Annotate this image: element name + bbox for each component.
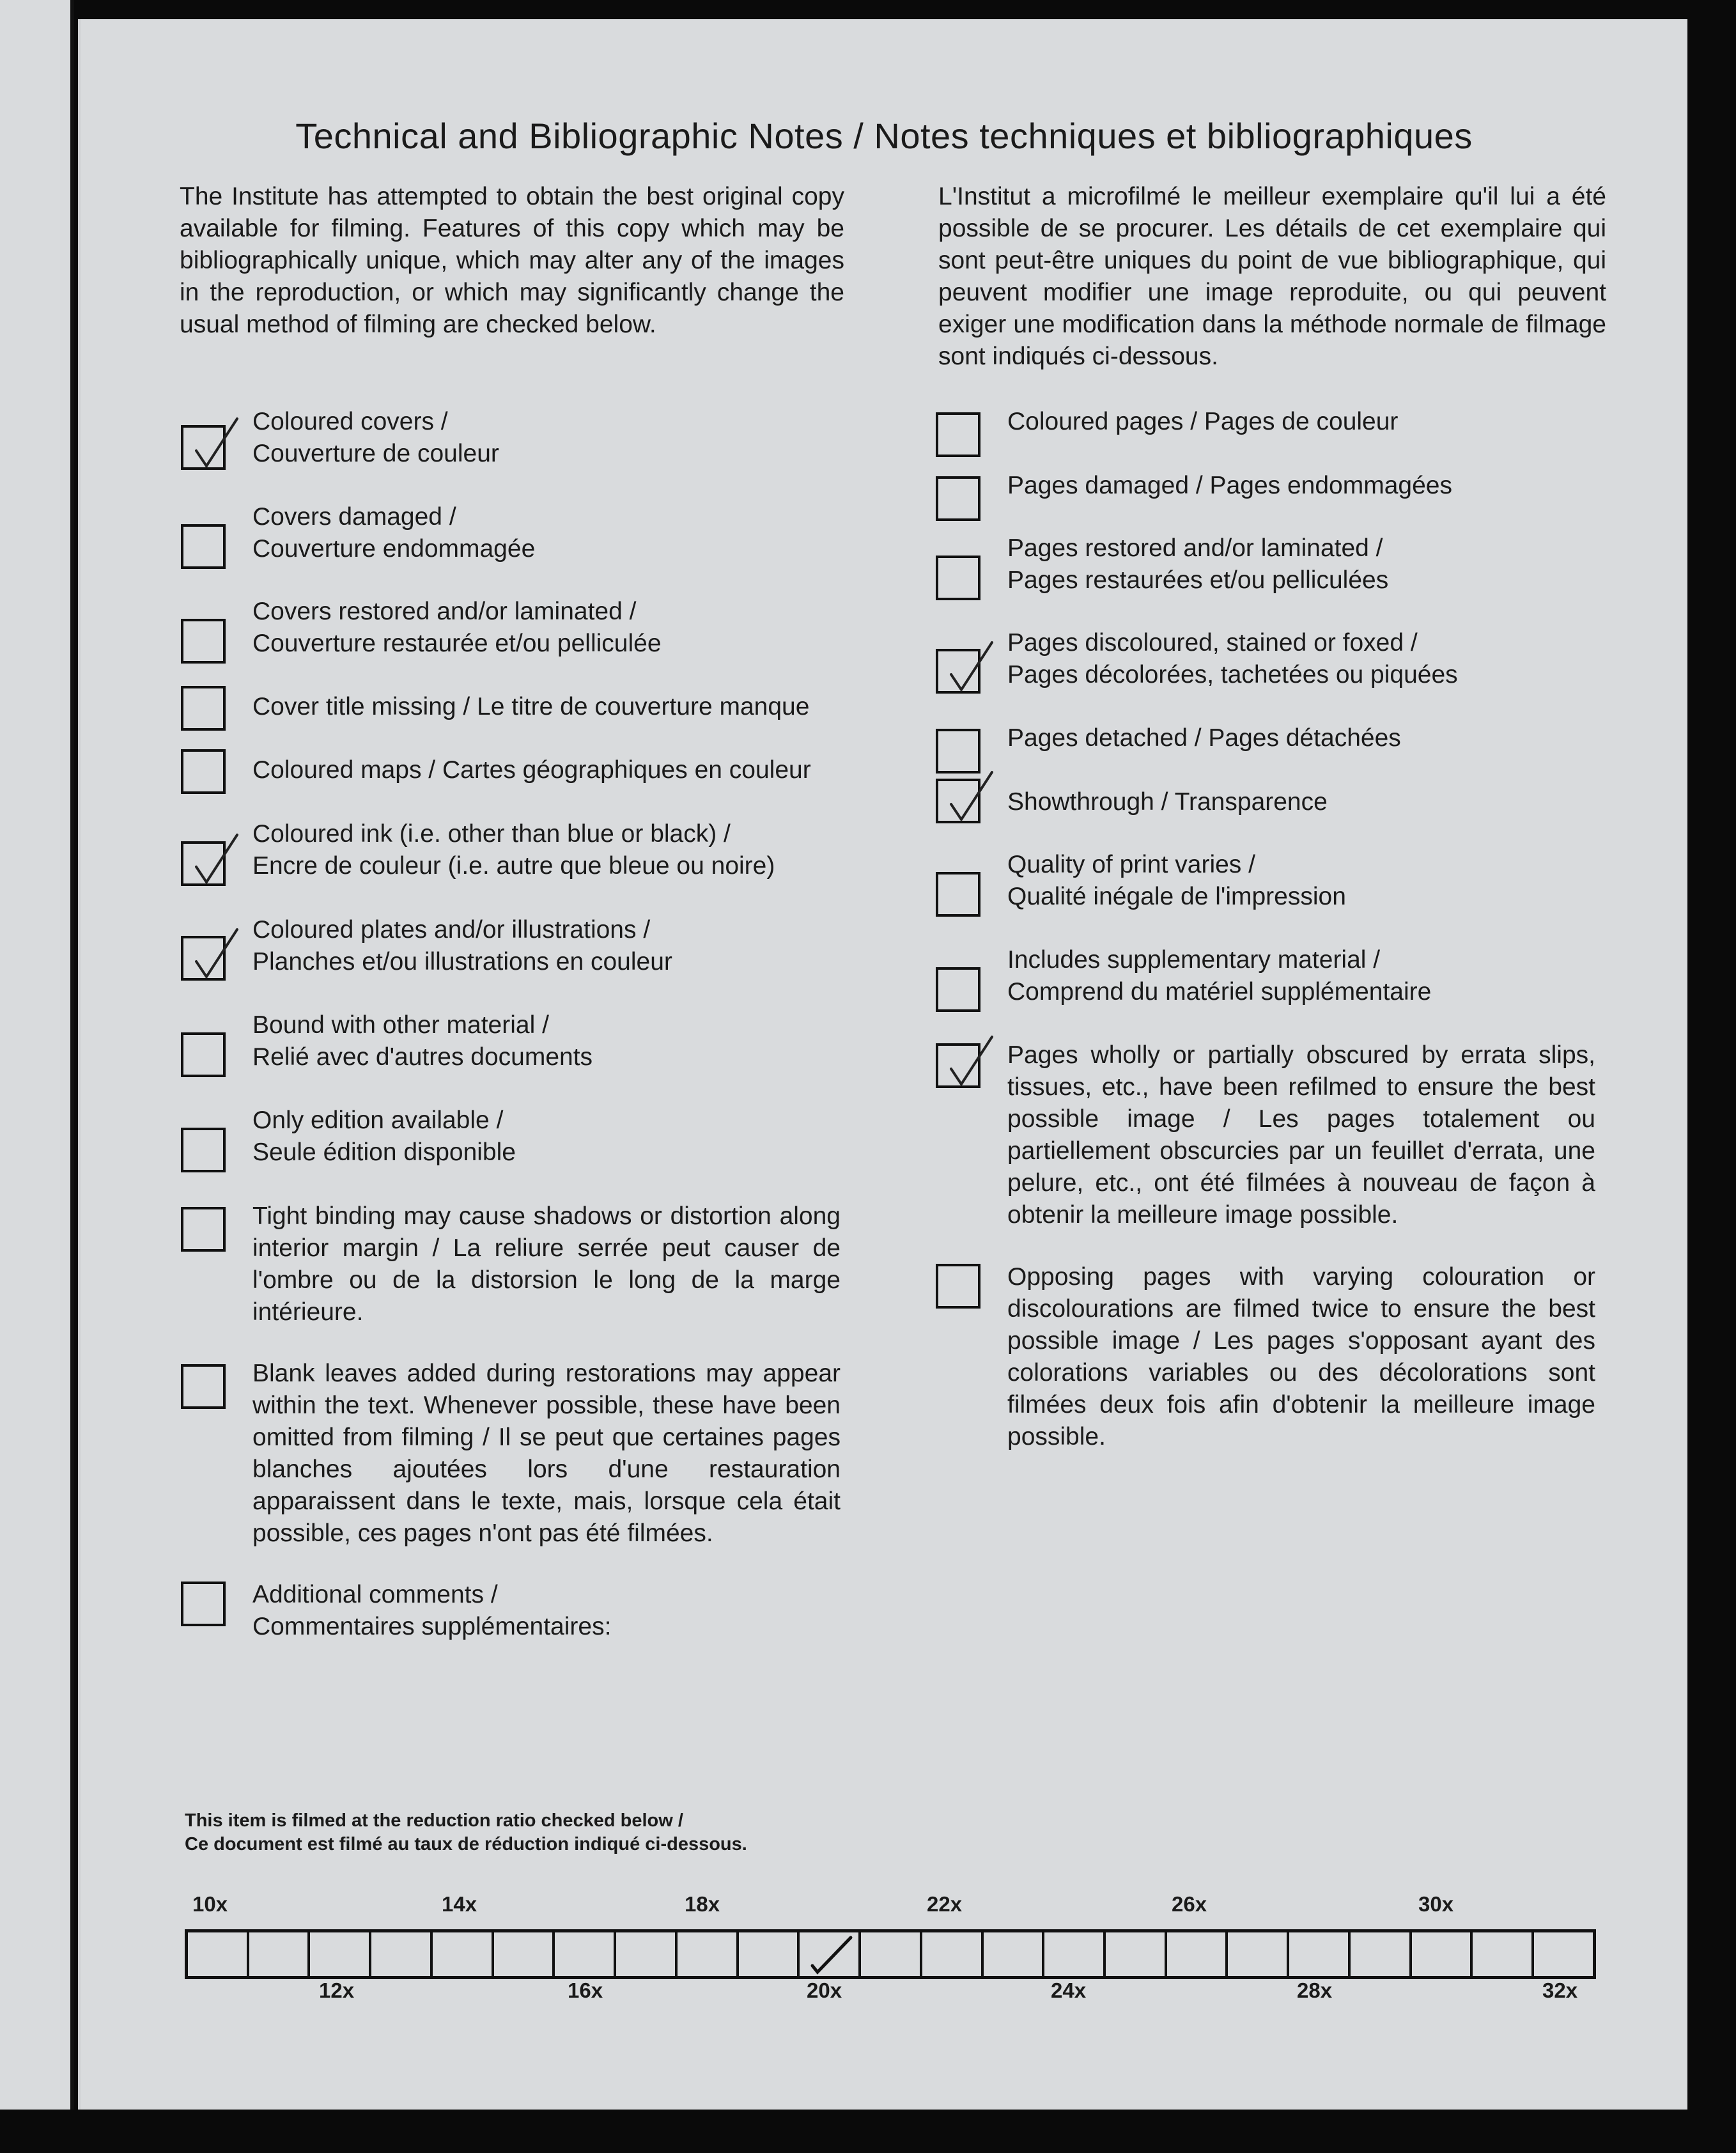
- scan-border-bottom: [0, 2110, 1736, 2153]
- checkmark-icon: [942, 767, 996, 826]
- item-line-2: Relié avec d'autres documents: [252, 1043, 593, 1071]
- item-line-1: Pages discoloured, stained or foxed /: [1007, 629, 1418, 657]
- ratio-cell[interactable]: [1289, 1932, 1351, 1976]
- item-label: [252, 1358, 841, 1550]
- reduction-note-fr: Ce document est filmé au taux de réduction indiqué ci-dessous.: [185, 1834, 747, 1854]
- item-line-1: Covers restored and/or laminated /: [252, 598, 637, 625]
- checkbox[interactable]: [936, 872, 980, 917]
- checkbox[interactable]: [936, 556, 980, 600]
- checkbox[interactable]: [181, 619, 226, 664]
- item-line-1: Additional comments /: [252, 1581, 498, 1608]
- checkbox[interactable]: [181, 1207, 226, 1252]
- item-line-2: Seule édition disponible: [252, 1139, 516, 1166]
- item-label: [252, 1105, 516, 1169]
- item-label: [252, 596, 662, 660]
- item-label: [1007, 786, 1328, 818]
- ratio-cell[interactable]: [1228, 1932, 1289, 1976]
- item-label: [1007, 944, 1431, 1008]
- item-text: Tight binding may cause shadows or distortion along interior margin / La reliure serrée peut causer de l'ombre ou de la distorsion le long de la marge intérieure.: [252, 1202, 841, 1326]
- item-label: [1007, 1261, 1595, 1453]
- item-line-2: Pages décolorées, tachetées ou piquées: [1007, 661, 1458, 688]
- ratio-label: 14x: [442, 1892, 477, 1916]
- item-label: [1007, 722, 1401, 754]
- item-label: [252, 754, 811, 786]
- ratio-label: 30x: [1418, 1892, 1454, 1916]
- item-line-1: Includes supplementary material /: [1007, 946, 1381, 974]
- checkmark-icon: [187, 414, 241, 472]
- item-line-1: Pages damaged / Pages endommagées: [1007, 472, 1452, 499]
- ratio-cell[interactable]: [984, 1932, 1045, 1976]
- ratio-label: 28x: [1297, 1978, 1333, 2002]
- checkbox[interactable]: [181, 841, 226, 886]
- ratio-cell[interactable]: [1473, 1932, 1534, 1976]
- item-line-1: Bound with other material /: [252, 1011, 549, 1039]
- checkbox[interactable]: [936, 1043, 980, 1088]
- ratio-label: 10x: [192, 1892, 228, 1916]
- ratio-cell[interactable]: [922, 1932, 984, 1976]
- item-label: [252, 818, 775, 882]
- item-line-1: Coloured pages / Pages de couleur: [1007, 408, 1399, 435]
- item-line-1: Covers damaged /: [252, 503, 456, 531]
- item-line-1: Only edition available /: [252, 1107, 504, 1134]
- checkmark-icon: [187, 830, 241, 889]
- ratio-cell[interactable]: [1044, 1932, 1106, 1976]
- item-label: [252, 406, 499, 470]
- ratio-cell[interactable]: [433, 1932, 494, 1976]
- checkmark-icon: [187, 924, 241, 983]
- item-line-2: Couverture de couleur: [252, 440, 499, 467]
- checkbox[interactable]: [181, 686, 226, 731]
- ratio-cell[interactable]: [555, 1932, 616, 1976]
- item-line-1: Cover title missing / Le titre de couverture manque: [252, 693, 810, 720]
- item-line-1: Coloured ink (i.e. other than blue or black) /: [252, 820, 731, 848]
- checkbox[interactable]: [936, 476, 980, 521]
- ratio-label: 16x: [568, 1978, 603, 2002]
- ratio-cell[interactable]: [1412, 1932, 1473, 1976]
- ratio-label: 20x: [807, 1978, 842, 2002]
- scan-border-top: [0, 0, 1736, 19]
- item-label: [1007, 627, 1458, 691]
- ratio-cell[interactable]: [1351, 1932, 1412, 1976]
- checkbox[interactable]: [181, 1128, 226, 1172]
- checkbox[interactable]: [936, 649, 980, 694]
- adjacent-page-edge: [0, 0, 74, 2110]
- checkmark-icon: [942, 1032, 996, 1091]
- checkbox[interactable]: [936, 412, 980, 457]
- ratio-cell[interactable]: [249, 1932, 311, 1976]
- checkbox[interactable]: [181, 425, 226, 470]
- item-line-2: Qualité inégale de l'impression: [1007, 883, 1346, 910]
- ratio-label: 24x: [1051, 1978, 1087, 2002]
- ratio-label: 26x: [1172, 1892, 1207, 1916]
- item-label: [252, 1579, 611, 1643]
- ratio-cell[interactable]: [616, 1932, 678, 1976]
- item-line-1: Coloured covers /: [252, 408, 448, 435]
- item-line-1: Quality of print varies /: [1007, 851, 1255, 878]
- checkmark-icon: [800, 1932, 857, 1977]
- item-text: Blank leaves added during restorations may appear within the text. Whenever possible, these have been omitted from filming / Il se peut que certaines pages blanches ajoutées lors d'une restauration apparaissent dans le texte, mais, lorsque cela était possible, ces pages n'ont pas été filmées.: [252, 1360, 841, 1547]
- checkbox[interactable]: [181, 1364, 226, 1409]
- scan-border-left: [0, 0, 78, 2153]
- ratio-label: 18x: [685, 1892, 720, 1916]
- item-line-2: Couverture endommagée: [252, 535, 536, 563]
- checkmark-icon: [942, 637, 996, 696]
- ratio-cell[interactable]: [494, 1932, 555, 1976]
- item-label: [1007, 406, 1398, 438]
- checkbox[interactable]: [181, 524, 226, 569]
- ratio-label: 12x: [319, 1978, 355, 2002]
- reduction-note: [185, 1809, 747, 1856]
- item-label: [252, 1009, 593, 1073]
- ratio-labels-top: [81, 1892, 1687, 1924]
- item-label: [252, 501, 535, 565]
- checkbox[interactable]: [936, 779, 980, 823]
- item-label: [252, 1201, 841, 1328]
- checkbox[interactable]: [181, 936, 226, 981]
- item-line-2: Pages restaurées et/ou pelliculées: [1007, 566, 1389, 594]
- item-line-2: Comprend du matériel supplémentaire: [1007, 978, 1432, 1006]
- ratio-labels-bottom: [81, 1978, 1687, 2010]
- item-line-1: Coloured maps / Cartes géographiques en couleur: [252, 756, 811, 784]
- checkbox[interactable]: [181, 749, 226, 794]
- checkbox[interactable]: [181, 1582, 226, 1626]
- ratio-cell[interactable]: [1534, 1932, 1593, 1976]
- item-line-2: Planches et/ou illustrations en couleur: [252, 948, 672, 975]
- item-line-2: Couverture restaurée et/ou pelliculée: [252, 630, 662, 657]
- reduction-ratio-grid: [185, 1929, 1596, 1979]
- item-text: Pages wholly or partially obscured by errata slips, tissues, etc., have been refilmed to ensure the best possible image / Les pages totalement ou partiellement obscurcies par un feuillet d'errata, une pelure, etc., ont été filmées à nouveau de façon à obtenir la meilleure image possible.: [1007, 1041, 1595, 1229]
- item-line-1: Coloured plates and/or illustrations /: [252, 916, 651, 944]
- ratio-label: 32x: [1542, 1978, 1578, 2002]
- ratio-cell[interactable]: [188, 1932, 249, 1976]
- item-line-2: Commentaires supplémentaires:: [252, 1613, 612, 1640]
- item-line-1: Pages restored and/or laminated /: [1007, 534, 1383, 562]
- ratio-cell[interactable]: [861, 1932, 922, 1976]
- item-text: Opposing pages with varying colouration or discolourations are filmed twice to ensure the best possible image / Les pages s'opposant ayant des colorations variables ou des décolorations sont filmées deux fois afin d'obtenir la meilleure image possible.: [1007, 1263, 1595, 1450]
- reduction-note-en: This item is filmed at the reduction ratio checked below /: [185, 1810, 683, 1831]
- scan-border-right: [1687, 0, 1736, 2153]
- intro-french: L'Institut a microfilmé le meilleur exemplaire qu'il lui a été possible de se procurer. Les détails de cet exemplaire qui sont peut-être uniques du point de vue bibliographique, qui peuvent modifier une image reproduite, ou qui peuvent exiger une modification dans la méthode normale de filmage sont indiqués ci-dessous.: [938, 183, 1606, 370]
- item-label: [1007, 532, 1388, 596]
- checkbox[interactable]: [936, 1264, 980, 1309]
- ratio-cell[interactable]: [310, 1932, 371, 1976]
- ratio-cell[interactable]: [800, 1932, 861, 1976]
- item-line-2: Encre de couleur (i.e. autre que bleue ou noire): [252, 852, 775, 880]
- item-line-1: Showthrough / Transparence: [1007, 788, 1328, 816]
- page-title: Technical and Bibliographic Notes / Notes techniques et bibliographiques: [295, 116, 1473, 156]
- item-label: [1007, 1039, 1595, 1231]
- item-label: [252, 691, 809, 723]
- notes-sheet: [81, 19, 1687, 2110]
- ratio-label: 22x: [927, 1892, 963, 1916]
- checkbox[interactable]: [936, 967, 980, 1012]
- intro-english: The Institute has attempted to obtain the best original copy available for filming. Features of this copy which may be bibliographically unique, which may alter any of the images in the reproduction, or which may significantly change the usual method of filming are checked below.: [180, 183, 844, 338]
- item-label: [1007, 470, 1452, 502]
- ratio-cell[interactable]: [678, 1932, 739, 1976]
- ratio-cell[interactable]: [739, 1932, 800, 1976]
- item-label: [252, 914, 672, 978]
- checkbox[interactable]: [181, 1032, 226, 1077]
- ratio-cell[interactable]: [1106, 1932, 1167, 1976]
- item-label: [1007, 849, 1346, 913]
- ratio-cell[interactable]: [1167, 1932, 1228, 1976]
- ratio-cell[interactable]: [371, 1932, 433, 1976]
- item-line-1: Pages detached / Pages détachées: [1007, 724, 1401, 752]
